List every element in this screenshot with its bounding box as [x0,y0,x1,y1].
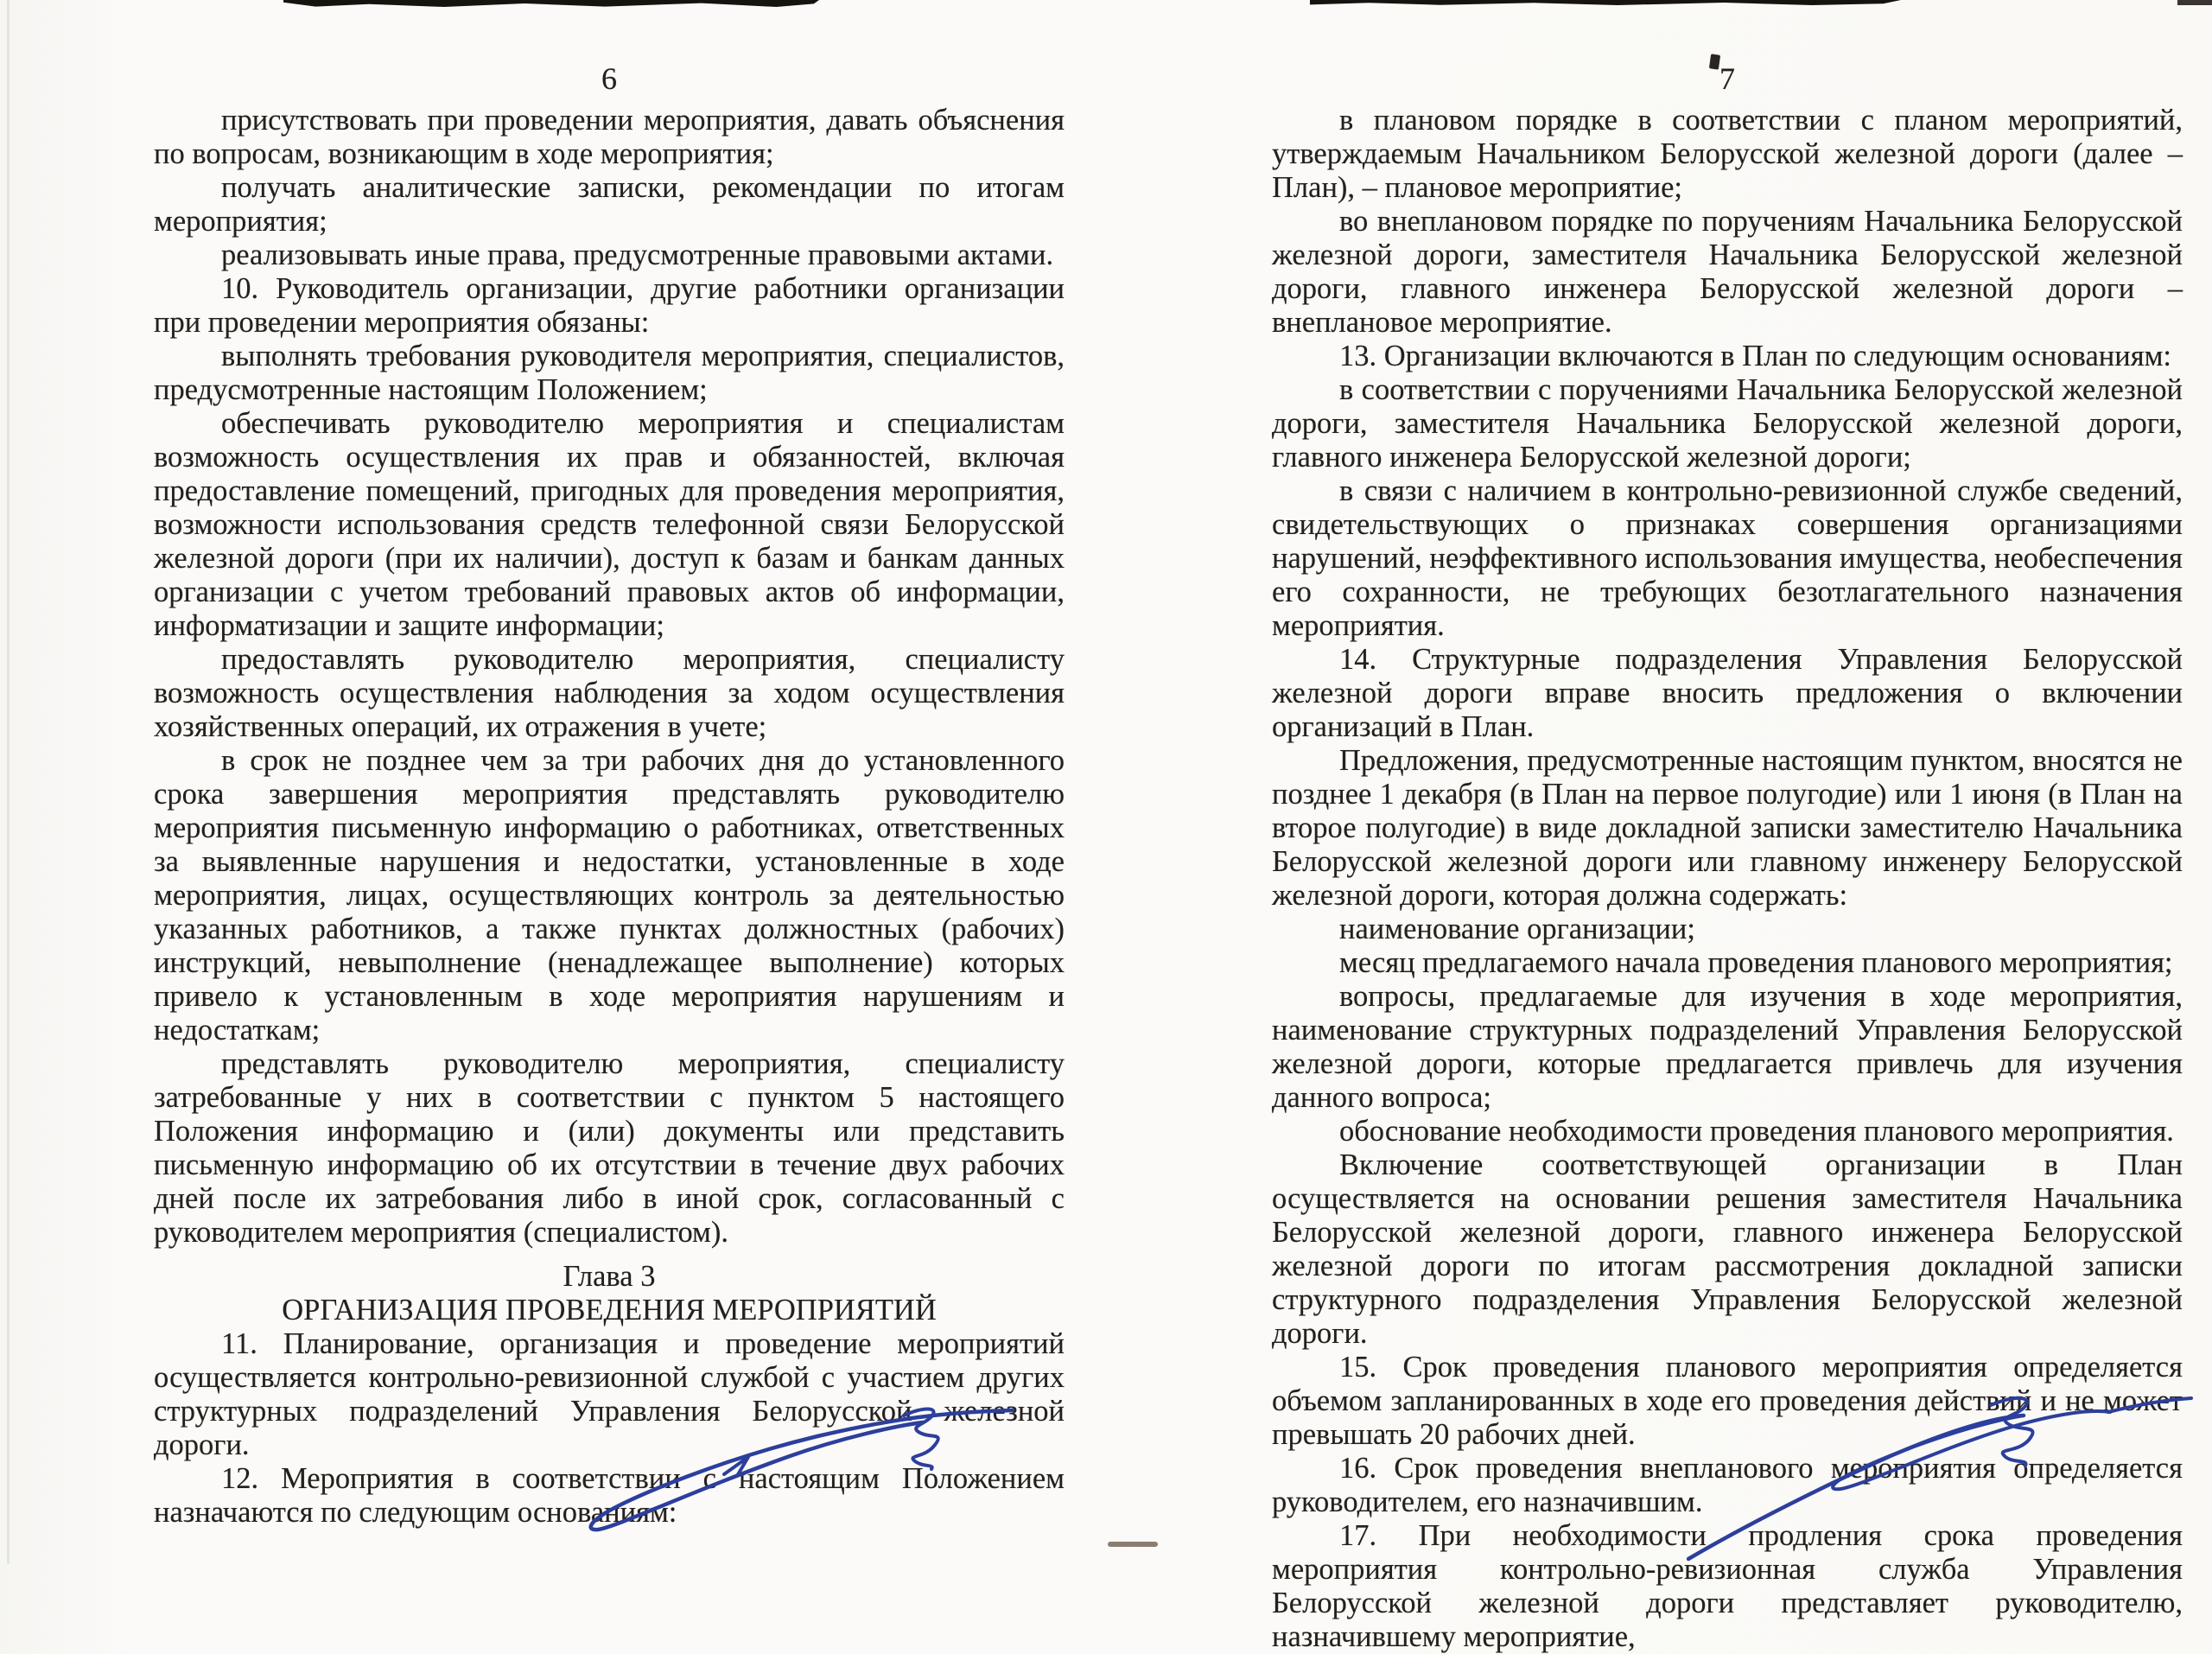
paragraph: в срок не позднее чем за три рабочих дня до установленного срока завершения мероприятия представлять руководителю мероприятия письменную информацию о работниках, ответственных за выявленные нарушения и недостатки, установленные в ходе мероприятия, лицах, осуществляющих контроль за деятельностью указанных работников, а также пунктах должностных (рабочих) инструкций, невыполнение (ненадлежащее выполнение) которых привело к установленным в ходе мероприятия нарушениям и недостаткам; [154,744,1065,1046]
chapter-number-heading: Глава 3 [563,1260,656,1293]
paragraph: месяц предлагаемого начала проведения планового мероприятия; [1339,946,2173,979]
paragraph: во внеплановом порядке по поручениям Начальника Белорусской железной дороги, заместителя Начальника Белорусской железной дороги, главного инженера Белорусской железной дороги – внеплановое мероприятие. [1272,205,2183,339]
paragraph: 10. Руководитель организации, другие работники организации при проведении мероприятия обязаны: [154,272,1065,339]
paragraph: выполнять требования руководителя мероприятия, специалистов, предусмотренные настоящим Положением; [154,340,1065,406]
page-6-paragraphs [154,104,1065,1250]
paragraph: 12. Мероприятия в соответствии с настоящим Положением назначаются по следующим основаниям: [154,1462,1065,1529]
page-6-paragraphs-after-heading [154,1327,1065,1530]
paragraph: в плановом порядке в соответствии с планом мероприятий, утверждаемым Начальником Белорусской железной дороги (далее – План), – плановое мероприятие; [1272,104,2183,204]
paragraph: в связи с наличием в контрольно-ревизионной службе сведений, свидетельствующих о признаках совершения организациями нарушений, неэффективного использования имущества, необеспечения его сохранности, не требующих безотлагательного назначения мероприятия. [1272,474,2183,642]
paragraph: Включение соответствующей организации в План осуществляется на основании решения заместителя Начальника Белорусской железной дороги, главного инженера Белорусской железной дороги по итогам рассмотрения докладной записки структурного подразделения Управления Белорусской железной дороги. [1272,1148,2183,1350]
paragraph: присутствовать при проведении мероприятия, давать объяснения по вопросам, возникающим в ходе мероприятия; [154,104,1065,170]
paragraph: предоставлять руководителю мероприятия, специалисту возможность осуществления наблюдения за ходом осуществления хозяйственных операций, их отражения в учете; [154,643,1065,743]
paragraph: вопросы, предлагаемые для изучения в ходе мероприятия, наименование структурных подразделений Управления Белорусской железной дороги, которые предлагается привлечь для изучения данного вопроса; [1272,980,2183,1114]
paragraph: реализовывать иные права, предусмотренные правовыми актами. [221,239,1054,271]
paragraph: 16. Срок проведения внепланового мероприятия определяется руководителем, его назначившим. [1272,1452,2183,1518]
chapter-title-heading: ОРГАНИЗАЦИЯ ПРОВЕДЕНИЯ МЕРОПРИЯТИЙ [282,1294,937,1326]
page-7 [1272,60,2183,1654]
page-7-paragraphs [1272,104,2183,1654]
paragraph: 15. Срок проведения планового мероприятия определяется объемом запланированных в ходе его проведения действий и не может превышать 20 рабочих дней. [1272,1351,2183,1451]
page-6 [154,60,1065,1530]
scan-artifact-bottom-dash [1108,1542,1158,1547]
paragraph: 17. При необходимости продления срока проведения мероприятия контрольно-ревизионная служба Управления Белорусской железной дороги представляет руководителю, назначившему мероприятие, [1272,1519,2183,1653]
paragraph: Предложения, предусмотренные настоящим пунктом, вносятся не позднее 1 декабря (в План на первое полугодие) или 1 июня (в План на второе полугодие) в виде докладной записки заместителю Начальника Белорусской железной дороги или главному инженеру Белорусской железной дороги, которая должна содержать: [1272,744,2183,912]
scan-artifact-top-left-strip [283,0,819,7]
page-number: 6 [601,61,617,96]
scan-artifact-top-corner [2177,0,2212,5]
paragraph: 11. Планирование, организация и проведение мероприятий осуществляется контрольно-ревизионной службой с участием других структурных подразделений Управления Белорусской железной дороги. [154,1327,1065,1461]
scan-artifact-top-right-strip [1310,0,1901,5]
scan-artifact-left-edge [7,0,10,1564]
paragraph: представлять руководителю мероприятия, специалисту затребованные у них в соответствии с пунктом 5 настоящего Положения информацию и (или) документы или представить письменную информацию об их отсутствии в течение двух рабочих дней после их затребования либо в иной срок, согласованный с руководителем мероприятия (специалистом). [154,1047,1065,1249]
paragraph: 13. Организации включаются в План по следующим основаниям: [1339,340,2172,372]
paragraph: 14. Структурные подразделения Управления Белорусской железной дороги вправе вносить предложения о включении организаций в План. [1272,643,2183,743]
paragraph: обеспечивать руководителю мероприятия и специалистам возможность осуществления их прав и обязанностей, включая предоставление помещений, пригодных для проведения мероприятия, возможности использования средств телефонной связи Белорусской железной дороги (при их наличии), доступ к базам и банкам данных организации с учетом требований правовых актов об информации, информатизации и защите информации; [154,407,1065,642]
paragraph: получать аналитические записки, рекомендации по итогам мероприятия; [154,171,1065,238]
page-number: 7 [1719,61,1735,96]
paragraph: обоснование необходимости проведения планового мероприятия. [1339,1115,2174,1148]
paragraph: наименование организации; [1339,913,1695,945]
paragraph: в соответствии с поручениями Начальника Белорусской железной дороги, заместителя Начальника Белорусской железной дороги, главного инженера Белорусской железной дороги; [1272,373,2183,474]
